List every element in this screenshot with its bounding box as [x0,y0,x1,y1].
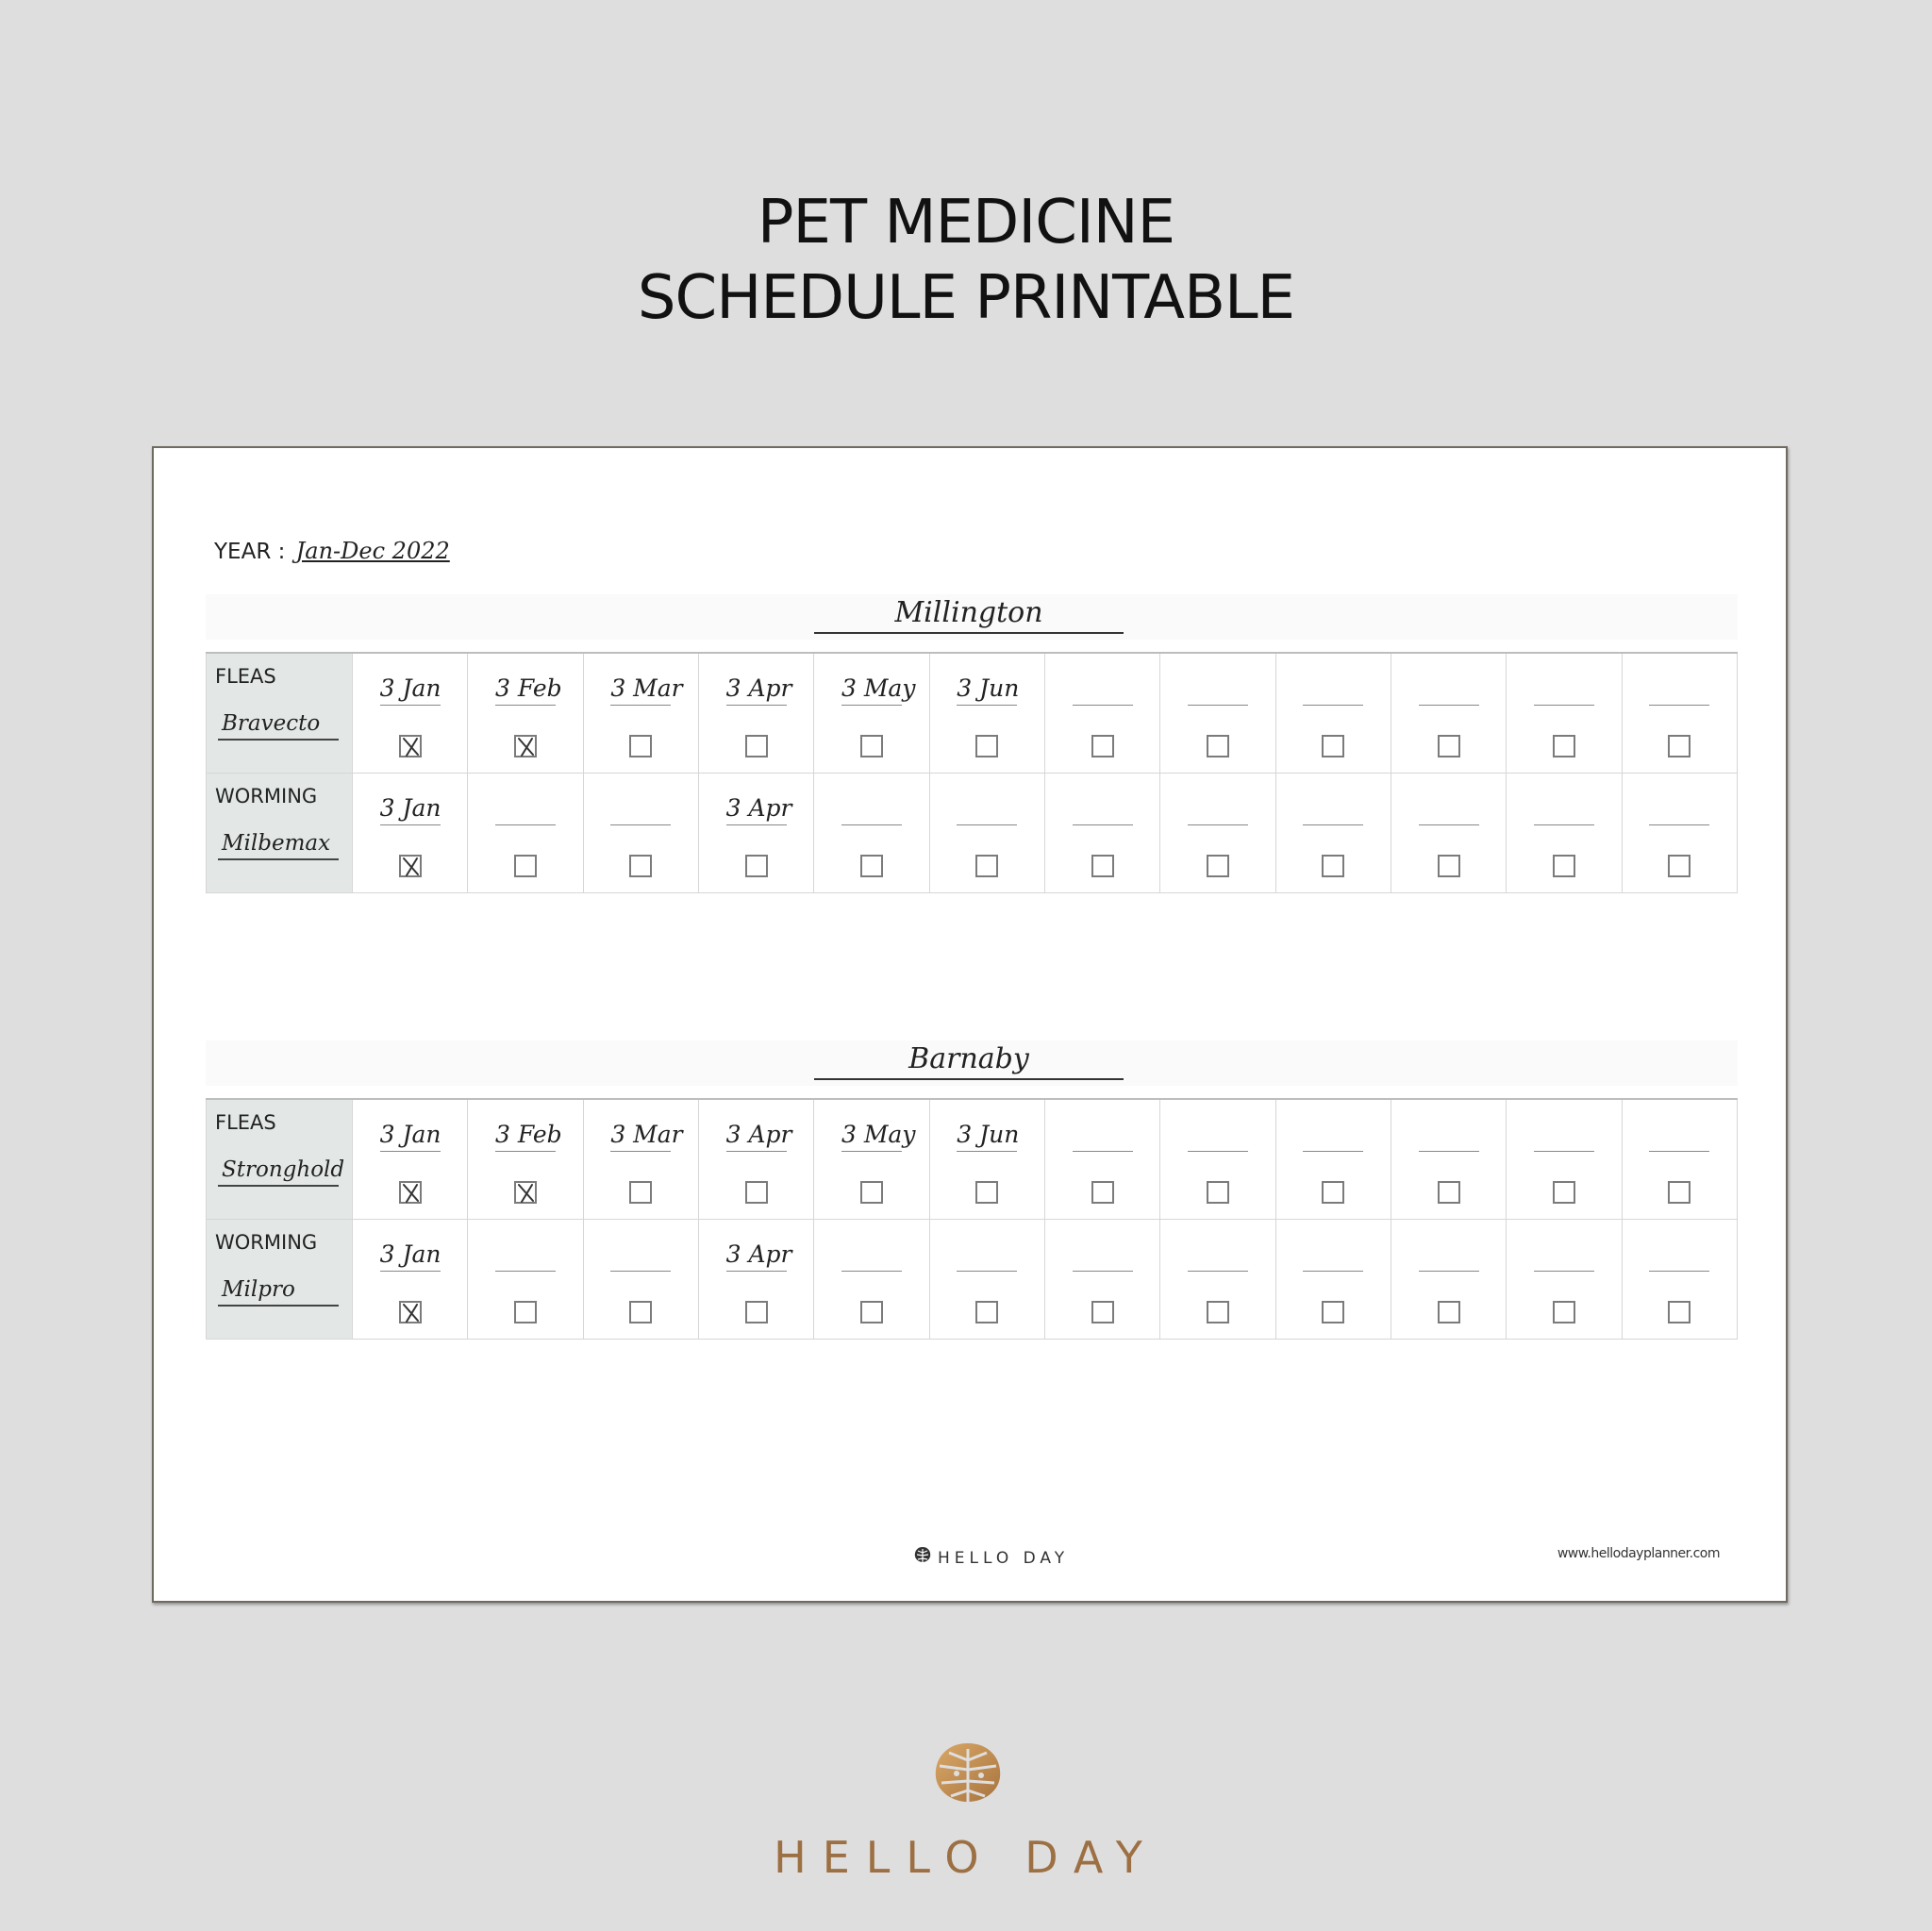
dose-date[interactable]: 3 Apr [726,673,787,706]
check-x-icon [514,1181,537,1204]
month-cell [1622,774,1737,893]
footer-brand-text: HELLO DAY [938,1549,1070,1568]
dose-date[interactable] [1534,792,1594,825]
month-cell [353,1099,468,1220]
dose-date[interactable]: 3 Jan [380,1119,441,1152]
medicine-row [207,1220,1738,1340]
check-x-icon [399,1181,422,1204]
dose-checkbox[interactable] [1668,1181,1690,1204]
dose-date[interactable] [1419,1239,1479,1272]
month-cell [1160,653,1275,774]
dose-checkbox[interactable] [1322,855,1344,877]
month-cell [1044,653,1159,774]
footer-url: www.hellodayplanner.com [1557,1546,1720,1561]
dose-checkbox[interactable] [1553,735,1575,757]
medicine-type: WORMING [215,1231,318,1254]
dose-date[interactable]: 3 Jan [380,792,441,825]
month-cell [929,774,1044,893]
dose-checkbox[interactable] [1322,735,1344,757]
dose-date[interactable]: 3 Jun [957,1119,1017,1152]
medicine-name: Milpro [218,1274,339,1307]
check-x-icon [399,735,422,757]
month-cell [1507,1099,1622,1220]
dose-checkbox[interactable] [1553,855,1575,877]
dose-checkbox[interactable] [629,1181,652,1204]
dose-date[interactable] [1534,1119,1594,1152]
medicine-type: FLEAS [215,1111,276,1134]
dose-date[interactable]: 3 Apr [726,1239,787,1272]
dose-checkbox[interactable] [860,1301,883,1323]
month-cell [468,774,583,893]
dose-date[interactable]: 3 Feb [495,673,556,706]
dose-date[interactable] [1303,673,1363,706]
medicine-label-cell [207,653,353,774]
dose-date[interactable] [1073,1239,1133,1272]
dose-date[interactable] [1073,1119,1133,1152]
dose-checkbox[interactable] [860,855,883,877]
dose-checkbox[interactable] [975,735,998,757]
dose-checkbox[interactable] [1438,1181,1460,1204]
dose-checkbox[interactable] [860,735,883,757]
dose-checkbox[interactable] [1553,1181,1575,1204]
dose-checkbox[interactable] [629,735,652,757]
month-cell [583,1220,698,1340]
dose-date[interactable] [495,792,556,825]
dose-date[interactable] [1303,1119,1363,1152]
dose-date[interactable] [1303,792,1363,825]
dose-date[interactable] [1419,1119,1479,1152]
month-cell [353,774,468,893]
printable-sheet [152,446,1788,1603]
dose-checkbox[interactable] [745,1181,768,1204]
dose-date[interactable] [1188,792,1248,825]
medicine-row [207,774,1738,893]
year-value: Jan-Dec 2022 [295,538,450,564]
month-cell [468,1099,583,1220]
dose-date[interactable]: 3 Apr [726,1119,787,1152]
dose-date[interactable] [1649,792,1709,825]
dose-date[interactable]: 3 May [841,673,902,706]
dose-date[interactable]: 3 Mar [610,1119,671,1152]
month-cell [698,774,813,893]
month-cell [929,653,1044,774]
dose-checkbox[interactable] [514,855,537,877]
dose-checkbox[interactable] [1091,1181,1114,1204]
dose-date[interactable]: 3 Jan [380,1239,441,1272]
month-cell [698,1220,813,1340]
dose-date[interactable]: 3 Jun [957,673,1017,706]
month-cell [1507,774,1622,893]
dose-date[interactable] [1303,1239,1363,1272]
month-cell [1391,774,1506,893]
dose-checkbox[interactable] [1668,855,1690,877]
month-cell [353,653,468,774]
check-x-icon [399,855,422,877]
dose-checkbox[interactable] [1668,1301,1690,1323]
dose-checkbox[interactable] [629,855,652,877]
year-label: YEAR : [214,540,286,564]
dose-date[interactable]: 3 Apr [726,792,787,825]
month-cell [1275,653,1391,774]
pet-name: Millington [814,594,1124,634]
month-cell [583,774,698,893]
dose-checkbox[interactable] [1322,1301,1344,1323]
medicine-label-cell [207,1220,353,1340]
month-cell [1391,653,1506,774]
dose-checkbox[interactable] [975,855,998,877]
month-cell [814,1099,929,1220]
month-cell [1507,653,1622,774]
month-cell [353,1220,468,1340]
dose-date[interactable] [841,792,902,825]
dose-checkbox[interactable] [399,855,422,877]
month-cell [929,1099,1044,1220]
medicine-label-cell [207,1099,353,1220]
dose-date[interactable] [1188,673,1248,706]
month-cell [1160,1099,1275,1220]
month-cell [1044,1099,1159,1220]
dose-checkbox[interactable] [745,855,768,877]
dose-checkbox[interactable] [745,1301,768,1323]
month-cell [1622,653,1737,774]
medicine-type: WORMING [215,785,318,807]
dose-checkbox[interactable] [1553,1301,1575,1323]
dose-checkbox[interactable] [1091,735,1114,757]
month-cell [1275,1099,1391,1220]
dose-date[interactable]: 3 May [841,1119,902,1152]
dose-checkbox[interactable] [1207,1181,1229,1204]
dose-date[interactable] [495,1239,556,1272]
dose-date[interactable] [1073,792,1133,825]
month-cell [583,1099,698,1220]
medicine-name: Bravecto [218,708,339,741]
medicine-label-cell [207,774,353,893]
month-cell [1622,1099,1737,1220]
dose-checkbox[interactable] [514,1181,537,1204]
dose-checkbox[interactable] [399,735,422,757]
month-cell [1622,1220,1737,1340]
dose-checkbox[interactable] [1207,735,1229,757]
page-title [0,185,1932,336]
month-cell [698,653,813,774]
dose-date[interactable] [610,1239,671,1272]
month-cell [814,774,929,893]
month-cell [1160,1220,1275,1340]
footer-brand [913,1545,1069,1568]
dose-date[interactable] [957,792,1017,825]
year-field [214,538,450,564]
brand-logo-text: HELLO DAY [774,1832,1158,1883]
month-cell [698,1099,813,1220]
dose-date[interactable] [1419,673,1479,706]
check-x-icon [514,735,537,757]
dose-checkbox[interactable] [1207,855,1229,877]
dose-checkbox[interactable] [860,1181,883,1204]
dose-date[interactable] [841,1239,902,1272]
schedule-table-pet-2 [206,1098,1738,1340]
medicine-name: Milbemax [218,828,339,860]
month-cell [1275,774,1391,893]
dose-date[interactable] [1649,1239,1709,1272]
title-line-2: SCHEDULE PRINTABLE [637,263,1295,333]
medicine-name: Stronghold [218,1155,339,1187]
dose-checkbox[interactable] [1438,855,1460,877]
dose-date[interactable] [610,792,671,825]
dose-checkbox[interactable] [1438,1301,1460,1323]
month-cell [1160,774,1275,893]
dose-checkbox[interactable] [1091,855,1114,877]
dose-date[interactable] [1534,1239,1594,1272]
dose-checkbox[interactable] [975,1181,998,1204]
dose-date[interactable]: 3 Mar [610,673,671,706]
title-line-1: PET MEDICINE [757,188,1175,258]
dose-checkbox[interactable] [629,1301,652,1323]
medicine-row [207,1099,1738,1220]
check-x-icon [399,1301,422,1323]
dose-date[interactable] [1188,1239,1248,1272]
dose-checkbox[interactable] [1438,735,1460,757]
dose-date[interactable]: 3 Feb [495,1119,556,1152]
dose-date[interactable] [1649,673,1709,706]
monstera-leaf-icon [930,1740,1006,1824]
pet-name: Barnaby [814,1040,1124,1080]
dose-checkbox[interactable] [399,1181,422,1204]
month-cell [929,1220,1044,1340]
month-cell [1275,1220,1391,1340]
dose-date[interactable] [1073,673,1133,706]
dose-date[interactable] [1649,1119,1709,1152]
dose-date[interactable] [1419,792,1479,825]
dose-date[interactable]: 3 Jan [380,673,441,706]
schedule-table-pet-1 [206,652,1738,893]
month-cell [583,653,698,774]
month-cell [468,1220,583,1340]
month-cell [814,653,929,774]
dose-checkbox[interactable] [399,1301,422,1323]
dose-checkbox[interactable] [514,735,537,757]
dose-date[interactable] [957,1239,1017,1272]
monstera-leaf-icon [913,1545,932,1566]
dose-checkbox[interactable] [1091,1301,1114,1323]
month-cell [1507,1220,1622,1340]
month-cell [468,653,583,774]
month-cell [814,1220,929,1340]
dose-checkbox[interactable] [514,1301,537,1323]
dose-checkbox[interactable] [975,1301,998,1323]
month-cell [1391,1099,1506,1220]
dose-checkbox[interactable] [1207,1301,1229,1323]
medicine-row [207,653,1738,774]
month-cell [1044,774,1159,893]
month-cell [1391,1220,1506,1340]
dose-checkbox[interactable] [1322,1181,1344,1204]
dose-checkbox[interactable] [745,735,768,757]
dose-date[interactable] [1188,1119,1248,1152]
dose-date[interactable] [1534,673,1594,706]
month-cell [1044,1220,1159,1340]
medicine-type: FLEAS [215,665,276,688]
dose-checkbox[interactable] [1668,735,1690,757]
